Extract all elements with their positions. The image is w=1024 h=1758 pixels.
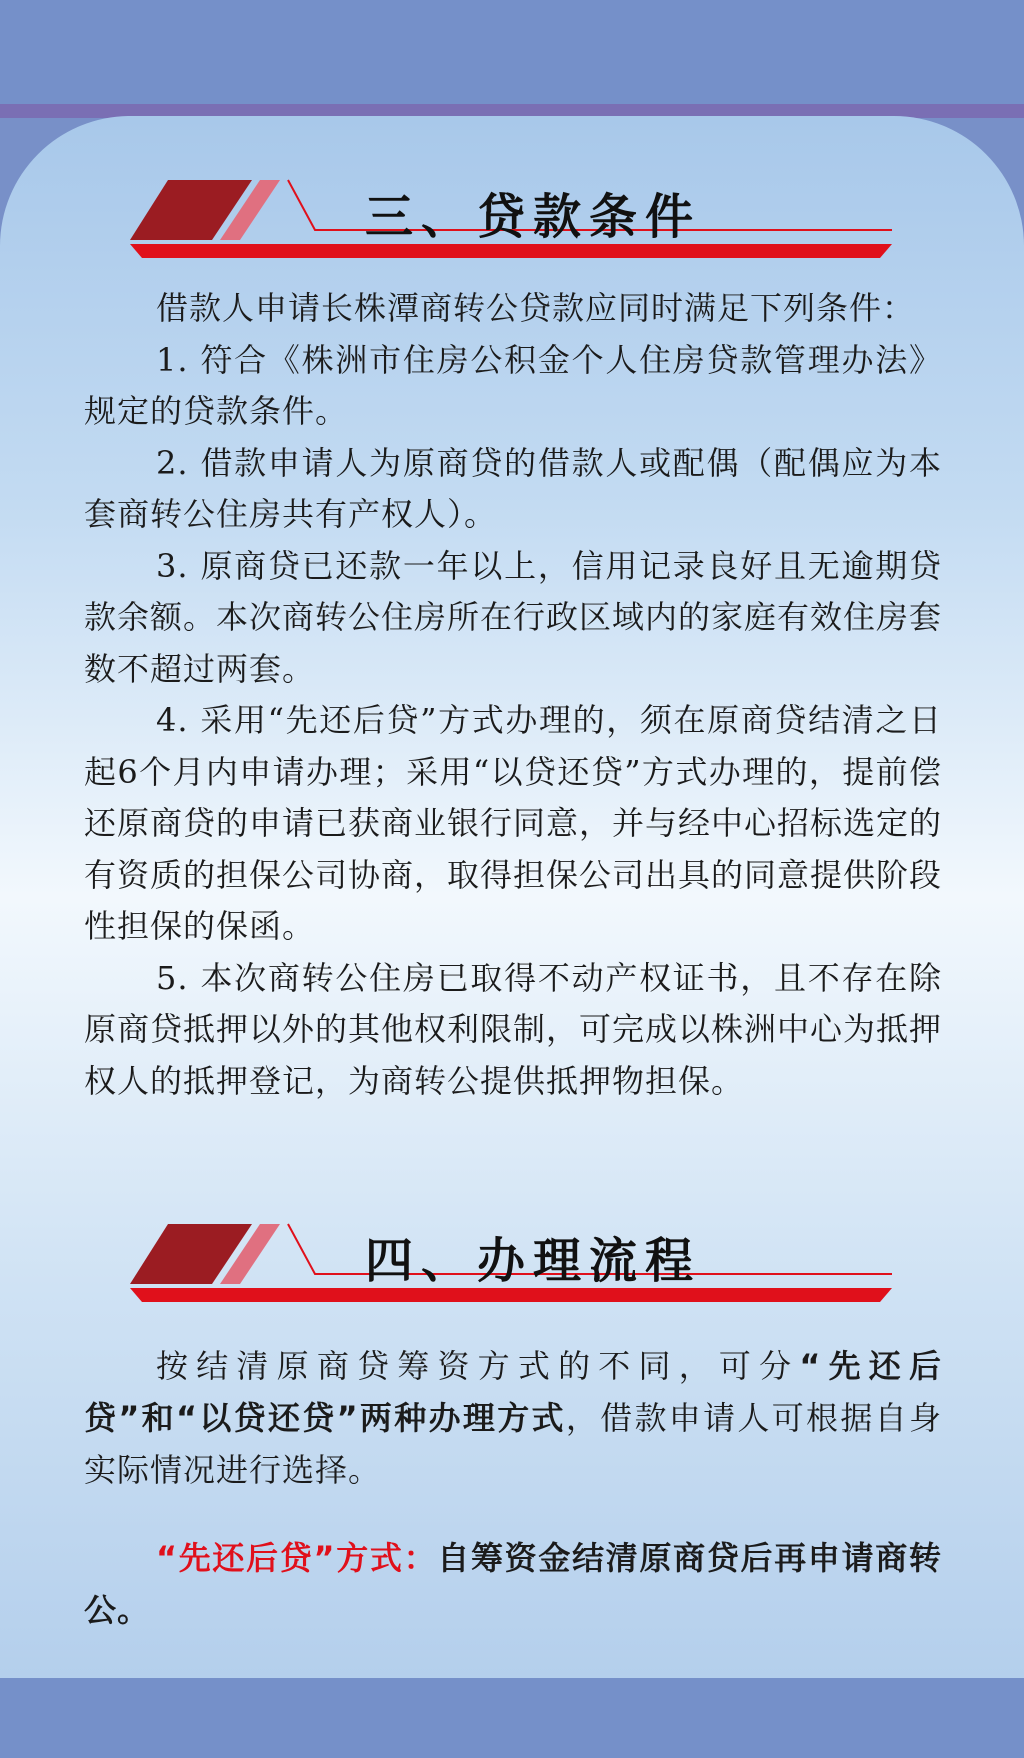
section4-heading bbox=[130, 1222, 900, 1302]
process-intro-rest: ，借款申请人可根据自身实际情况进行选择。 bbox=[84, 1399, 942, 1489]
condition-item-2: 2. 借款申请人为原商贷的借款人或配偶（配偶应为本套商转公住房共有产权人）。 bbox=[84, 443, 942, 533]
process-intro-bold-method1: “先还后贷” bbox=[84, 1347, 942, 1437]
condition-item-3: 3. 原商贷已还款一年以上，信用记录良好且无逾期贷款余额。本次商转公住房所在行政区域内的家庭有效住房套数不超过两套。 bbox=[84, 546, 943, 688]
method-description: 自筹资金结清原商贷后再申请商转公。 bbox=[84, 1539, 942, 1629]
section3-body bbox=[84, 283, 942, 1107]
section3-title: 三、贷款条件 bbox=[365, 189, 702, 245]
section4-body bbox=[84, 1340, 942, 1636]
section3-intro: 借款人申请长株潭商转公贷款应同时满足下列条件： bbox=[156, 289, 916, 327]
top-band bbox=[0, 0, 1024, 108]
condition-item-1: 1. 符合《株洲市住房公积金个人住房贷款管理办法》规定的贷款条件。 bbox=[84, 340, 942, 430]
method-label: “先还后贷”方式： bbox=[156, 1539, 438, 1577]
condition-item-4: 4. 采用“先还后贷”方式办理的，须在原商贷结清之日起6个月内申请办理；采用“以贷还贷”方式办理的，提前偿还原商贷的申请已获商业银行同意，并与经中心招标选定的有资质的担保公司协商，取得担保公司出具的同意提供阶段性担保的保函。 bbox=[84, 701, 943, 945]
method-first-repay bbox=[84, 1532, 942, 1636]
process-intro-bold-methods: 和“以贷还贷”两种办理方式 bbox=[140, 1399, 566, 1437]
bottom-band bbox=[0, 1678, 1024, 1758]
process-intro-text: 按结清原商贷筹资方式的不同，可分 bbox=[156, 1347, 800, 1385]
section4-title: 四、办理流程 bbox=[365, 1233, 702, 1289]
section3-heading bbox=[130, 178, 900, 258]
process-intro bbox=[84, 1340, 942, 1496]
condition-item-5: 5. 本次商转公住房已取得不动产权证书，且不存在除原商贷抵押以外的其他权利限制，可完成以株洲中心为抵押权人的抵押登记，为商转公提供抵押物担保。 bbox=[84, 958, 943, 1100]
